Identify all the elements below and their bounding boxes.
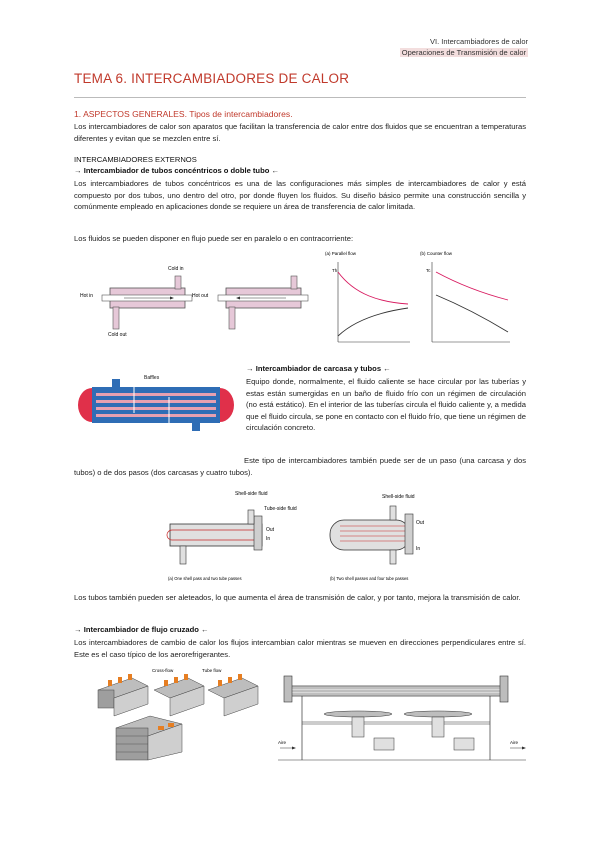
shell-tube-paragraph: Equipo donde, normalmente, el fluido caliente se hace circular por las tuberías y estas están sumergidas en un baño de fluido frío con un régimen de circulación (no está estático). En el interior de las tuberías circula el fluido caliente y, a medida que el fluido circula, se pone en contacto con el fluido frío, que tiene un régimen de circulación concreto. — [246, 377, 526, 433]
caption-b: (b) Two shell passes and four tube passes — [330, 576, 409, 581]
shell-tube-figure — [74, 365, 236, 443]
header-chapter: VI. Intercambiadores de calor — [430, 37, 528, 46]
two-shell-pass-diagram — [330, 494, 425, 581]
out-label-a: Out — [266, 527, 275, 533]
temperature-profile-counter — [420, 251, 510, 342]
shell-side-label-a: Shell-side fluid — [235, 491, 268, 497]
shell-tube-heading: → Intercambiador de carcasa y tubos ← — [246, 364, 391, 373]
intro-paragraph: Los intercambiadores de calor son aparatos que facilitan la transferencia de calor entre dos fluidos que se encuentran a temperaturas diferentes y evitan que se mezclen entre sí. — [74, 122, 526, 143]
cross-flow-label: Cross-flow — [152, 668, 174, 673]
out-label-b: Out — [416, 520, 425, 526]
in-label-a: In — [266, 536, 271, 542]
caption-a: (a) One shell pass and two tube passes — [168, 576, 242, 581]
hot-out-label: Hot out — [192, 293, 209, 299]
air-cooler-figure — [278, 664, 526, 764]
page-title: TEMA 6. INTERCAMBIADORES DE CALOR — [74, 71, 350, 86]
temperature-profile-parallel — [325, 251, 410, 342]
th-label: Th — [332, 268, 338, 273]
shell-side-label-b: Shell-side fluid — [382, 494, 415, 500]
double-tube-heading: → Intercambiador de tubos concéntricos o doble tubo ← — [74, 166, 280, 175]
air-out-label: Aire — [510, 740, 519, 745]
one-shell-pass-diagram — [167, 491, 297, 581]
finned-paragraph: Los tubos también pueden ser aleteados, lo que aumenta el área de transmisión de calor, y por tanto, mejora la transmisión de calor. — [74, 593, 521, 602]
cold-out-label: Cold out — [108, 332, 127, 338]
hot-in-label: Hot in — [80, 293, 94, 299]
tc-label: Tc — [426, 268, 431, 273]
cross-flow-figure — [92, 662, 262, 764]
in-label-b: In — [416, 546, 421, 552]
double-tube-paragraph: Los intercambiadores de tubos concéntricos es una de las configuraciones más simples de intercambiadores de calor y está compuesto por dos tubos, uno dentro del otro, por donde fluyen los fluidos. Su diseño básico permite una construcción sencilla y comúnmente empleado en aplicaciones donde se requiere un área de transferencia de calor limitada. — [74, 179, 526, 212]
flow-paragraph: Los fluidos se pueden disponer en flujo puede ser en paralelo o en contracorriente: — [74, 234, 354, 243]
cross-flow-paragraph: Los intercambiadores de cambio de calor los flujos intercambian calor mientras se mueven en direcciones perpendiculares entre sí. Este es el caso típico de los aerorefrigerantes. — [74, 638, 526, 659]
finned-block-2 — [154, 674, 204, 716]
cold-in-label: Cold in — [168, 266, 184, 272]
title-divider — [74, 97, 526, 98]
passes-paragraph: Este tipo de intercambiadores también puede ser de un paso (una carcasa y dos tubos) o de dos pasos (dos carcasas y cuatro tubos). — [74, 456, 526, 477]
external-label: INTERCAMBIADORES EXTERNOS — [74, 155, 197, 164]
passes-figure — [150, 488, 450, 584]
parallel-caption: (a) Parallel flow — [325, 251, 357, 256]
counter-caption: (b) Counter flow — [420, 251, 453, 256]
parallel-flow-diagram — [80, 266, 209, 338]
finned-block-1 — [98, 674, 148, 716]
counter-flow-diagram — [218, 276, 308, 329]
tube-side-label: Tube-side fluid — [264, 506, 297, 512]
tube-flow-label: Tube flow — [202, 668, 222, 673]
section-heading: 1. ASPECTOS GENERALES. Tipos de intercambiadores. — [74, 109, 293, 119]
baffles-label: Baffles — [144, 375, 160, 381]
finned-block-3 — [208, 674, 258, 716]
plate-block — [116, 716, 182, 760]
air-in-label: Aire — [278, 740, 287, 745]
double-tube-figure — [80, 250, 520, 348]
cross-flow-heading: → Intercambiador de flujo cruzado ← — [74, 625, 209, 634]
header-course: Operaciones de Transmisión de calor — [401, 48, 526, 57]
